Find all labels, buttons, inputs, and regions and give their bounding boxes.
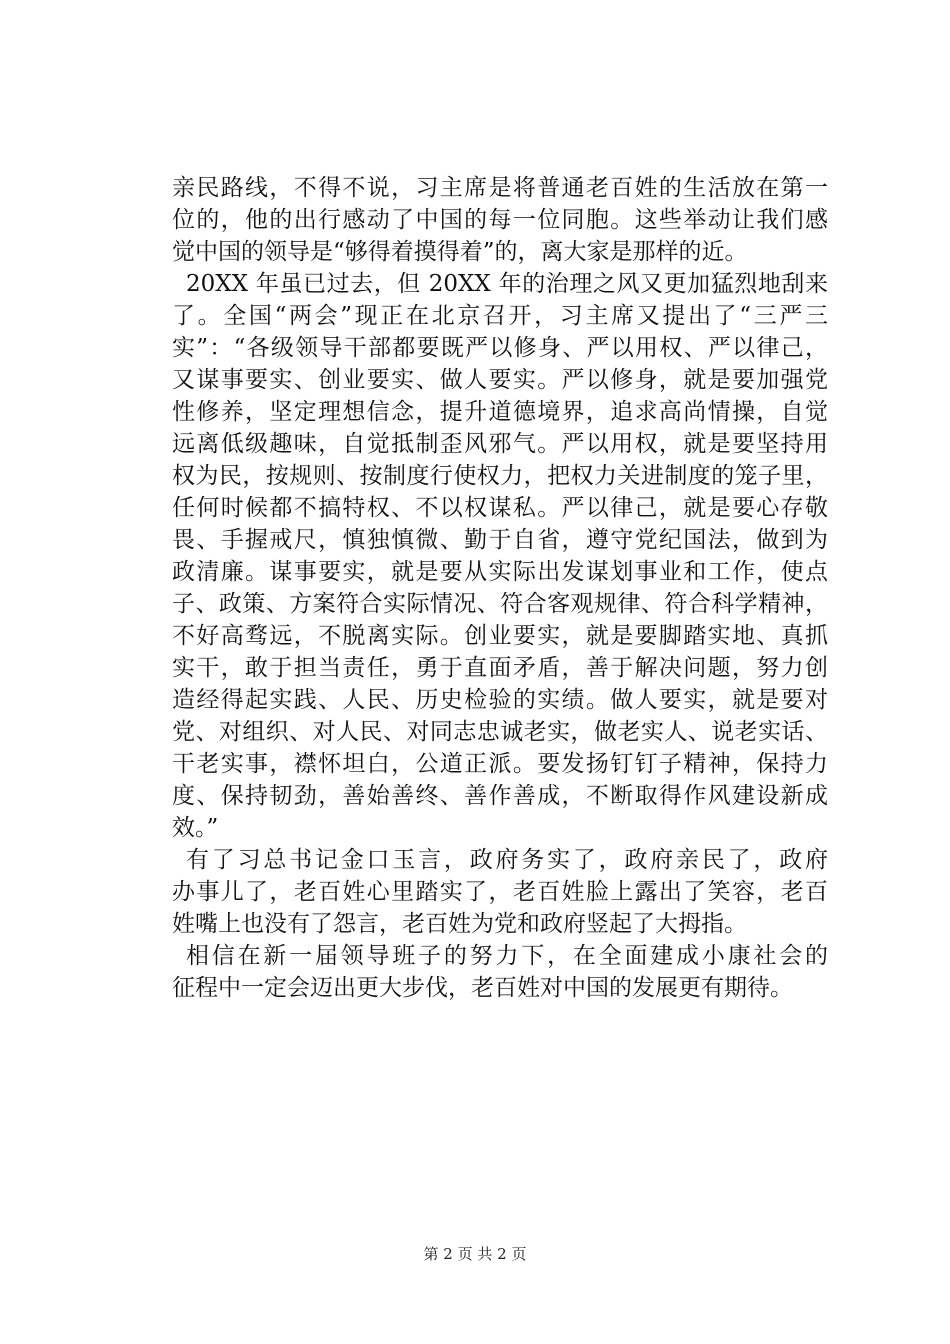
text-line: 效。” — [172, 815, 219, 841]
text-line: 了。全国“两会”现正在北京召开，习主席又提出了“三严三 — [172, 303, 828, 329]
text-line: 干老实事，襟怀坦白，公道正派。要发扬钉钉子精神，保持力 — [172, 751, 828, 777]
text-line: 性修养，坚定理想信念，提升道德境界，追求高尚情操，自觉 — [172, 399, 828, 425]
text-line: 任何时候都不搞特权、不以权谋私。严以律己，就是要心存敬 — [172, 495, 828, 521]
text-line: 又谋事要实、创业要实、做人要实。严以修身，就是要加强党 — [172, 367, 828, 393]
document-body — [172, 172, 828, 1004]
paragraph-2 — [172, 268, 828, 844]
text-line: 畏、手握戒尺，慎独慎微、勤于自省，遵守党纪国法，做到为 — [172, 527, 828, 553]
text-line: 度、保持韧劲，善始善终、善作善成，不断取得作风建设新成 — [172, 783, 828, 809]
text-line: 实干，敢于担当责任，勇于直面矛盾，善于解决问题，努力创 — [172, 655, 828, 681]
paragraph-1 — [172, 172, 828, 268]
text-line: 远离低级趣味，自觉抵制歪风邪气。严以用权，就是要坚持用 — [172, 431, 828, 457]
text-line: 子、政策、方案符合实际情况、符合客观规律、符合科学精神， — [172, 591, 828, 617]
text-line: 实”：“各级领导干部都要既严以修身、严以用权、严以律己， — [172, 335, 828, 361]
text-line: 权为民，按规则、按制度行使权力，把权力关进制度的笼子里， — [172, 463, 828, 489]
text-line: 相信在新一届领导班子的努力下，在全面建成小康社会的 — [186, 943, 828, 969]
text-line: 20XX 年虽已过去，但 20XX 年的治理之风又更加猛烈地刮来 — [186, 271, 828, 297]
text-line: 姓嘴上也没有了怨言，老百姓为党和政府竖起了大拇指。 — [172, 911, 747, 937]
text-line: 征程中一定会迈出更大步伐，老百姓对中国的发展更有期待。 — [172, 975, 793, 1001]
text-line: 造经得起实践、人民、历史检验的实绩。做人要实，就是要对 — [172, 687, 828, 713]
text-line: 办事儿了，老百姓心里踏实了，老百姓脸上露出了笑容，老百 — [172, 879, 828, 905]
paragraph-3 — [172, 844, 828, 940]
text-line: 不好高骛远，不脱离实际。创业要实，就是要脚踏实地、真抓 — [172, 623, 828, 649]
paragraph-4 — [172, 940, 828, 1004]
text-line: 党、对组织、对人民、对同志忠诚老实，做老实人、说老实话、 — [172, 719, 828, 745]
text-line: 觉中国的领导是“够得着摸得着”的，离大家是那样的近。 — [172, 239, 748, 265]
text-line: 亲民路线，不得不说，习主席是将普通老百姓的生活放在第一 — [172, 175, 828, 201]
text-line: 政清廉。谋事要实，就是要从实际出发谋划事业和工作，使点 — [172, 559, 828, 585]
text-line: 有了习总书记金口玉言，政府务实了，政府亲民了，政府 — [186, 847, 828, 873]
page-number-footer: 第 2 页 共 2 页 — [423, 1245, 527, 1263]
text-line: 位的，他的出行感动了中国的每一位同胞。这些举动让我们感 — [172, 207, 828, 233]
